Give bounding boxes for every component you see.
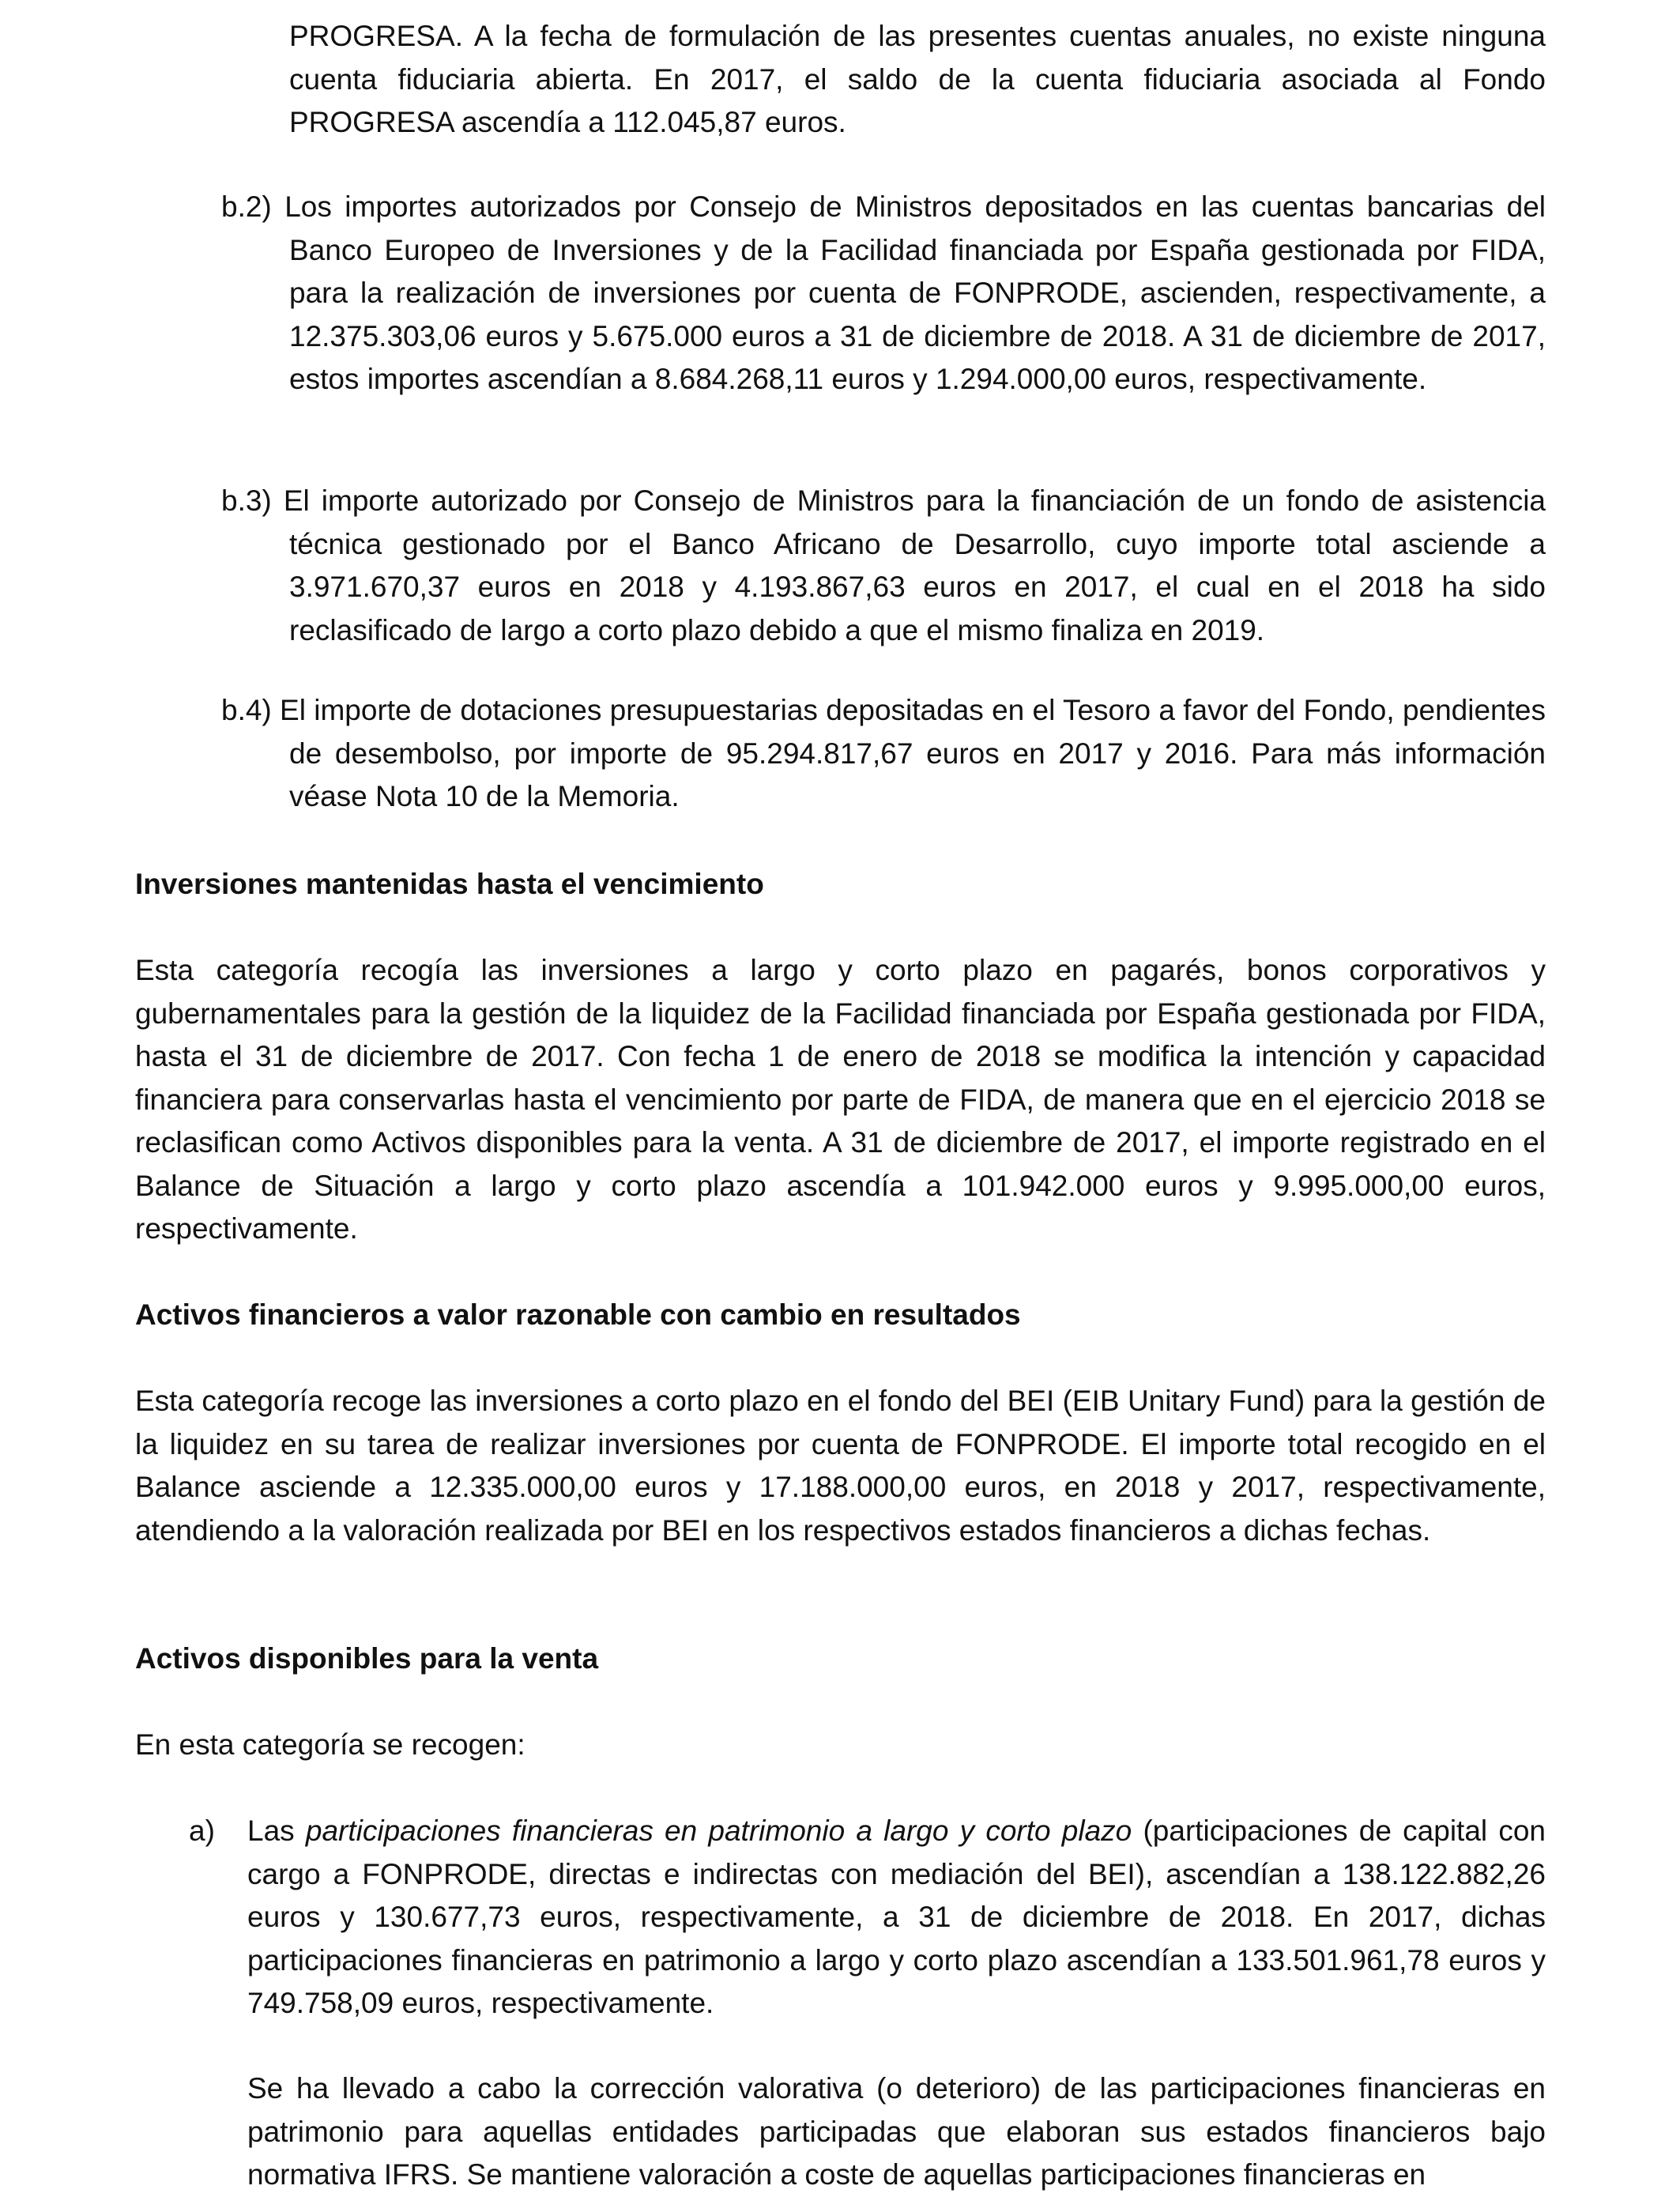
list-item-a-rest: (participaciones de capital con cargo a FONPRODE, directas e indirectas con mediación del BEI), ascendían a 138.122.882,26 euros y 130.677,73 euros, respectivamente, a 31 de diciembre de 2018. En 2017, dichas participaciones financieras en patrimonio a largo y corto plazo ascendían a 133.501.961,78 euros y 749.758,09 euros, respectivamente. bbox=[247, 1815, 1546, 2019]
paragraph-progresa: PROGRESA. A la fecha de formulación de las presentes cuentas anuales, no existe ninguna cuenta fiduciaria abierta. En 2017, el saldo de la cuenta fiduciaria asociada al Fondo PROGRESA ascendía a 112.045,87 euros. bbox=[289, 20, 1546, 138]
list-item-a-lead: Las bbox=[247, 1815, 306, 1847]
list-item-a-italic: participaciones financieras en patrimonio a largo y corto plazo bbox=[305, 1815, 1132, 1847]
heading-valor-razonable: Activos financieros a valor razonable con cambio en resultados bbox=[135, 1298, 1021, 1331]
paragraph-valor-razonable: Esta categoría recoge las inversiones a corto plazo en el fondo del BEI (EIB Unitary Fund) para la gestión de la liquidez en su tarea de realizar inversiones por cuenta de FONPRODE. El importe total recogido en el Balance asciende a 12.335.000,00 euros y 17.188.000,00 euros, en 2018 y 2017, respectivamente, atendiendo a la valoración realizada por BEI en los respectivos estados financieros a dichas fechas. bbox=[135, 1385, 1546, 1547]
list-marker-a: a) bbox=[189, 1815, 215, 1847]
paragraph-categoria: En esta categoría se recogen: bbox=[135, 1728, 525, 1761]
heading-inversiones: Inversiones mantenidas hasta el vencimiento bbox=[135, 868, 764, 900]
list-item-a bbox=[247, 1810, 1546, 2026]
paragraph-inversiones: Esta categoría recogía las inversiones a largo y corto plazo en pagarés, bonos corporativos y gubernamentales para la gestión de la liquidez de la Facilidad financiada por España gestionada por FIDA, hasta el 31 de diciembre de 2017. Con fecha 1 de enero de 2018 se modifica la intención y capacidad financiera para conservarlas hasta el vencimiento por parte de FIDA, de manera que en el ejercicio 2018 se reclasifican como Activos disponibles para la venta. A 31 de diciembre de 2017, el importe registrado en el Balance de Situación a largo y corto plazo ascendía a 101.942.000 euros y 9.995.000,00 euros, respectivamente. bbox=[135, 954, 1546, 1245]
list-item-b2: b.2) Los importes autorizados por Consejo de Ministros depositados en las cuentas bancarias del Banco Europeo de Inversiones y de la Facilidad financiada por España gestionada por FIDA, para la realización de inversiones por cuenta de FONPRODE, ascienden, respectivamente, a 12.375.303,06 euros y 5.675.000 euros a 31 de diciembre de 2018. A 31 de diciembre de 2017, estos importes ascendían a 8.684.268,11 euros y 1.294.000,00 euros, respectivamente. bbox=[221, 190, 1546, 395]
paragraph-correccion: Se ha llevado a cabo la corrección valorativa (o deterioro) de las participaciones financieras en patrimonio para aquellas entidades participadas que elaboran sus estados financieros bajo normativa IFRS. Se mantiene valoración a coste de aquellas participaciones financieras en bbox=[247, 2072, 1546, 2191]
heading-disponibles: Activos disponibles para la venta bbox=[135, 1642, 599, 1675]
list-item-b4: b.4) El importe de dotaciones presupuestarias depositadas en el Tesoro a favor del Fondo, pendientes de desembolso, por importe de 95.294.817,67 euros en 2017 y 2016. Para más información véase Nota 10 de la Memoria. bbox=[221, 694, 1546, 812]
list-item-b3: b.3) El importe autorizado por Consejo de Ministros para la financiación de un fondo de asistencia técnica gestionado por el Banco Africano de Desarrollo, cuyo importe total asciende a 3.971.670,37 euros en 2018 y 4.193.867,63 euros en 2017, el cual en el 2018 ha sido reclasificado de largo a corto plazo debido a que el mismo finaliza en 2019. bbox=[221, 484, 1546, 646]
